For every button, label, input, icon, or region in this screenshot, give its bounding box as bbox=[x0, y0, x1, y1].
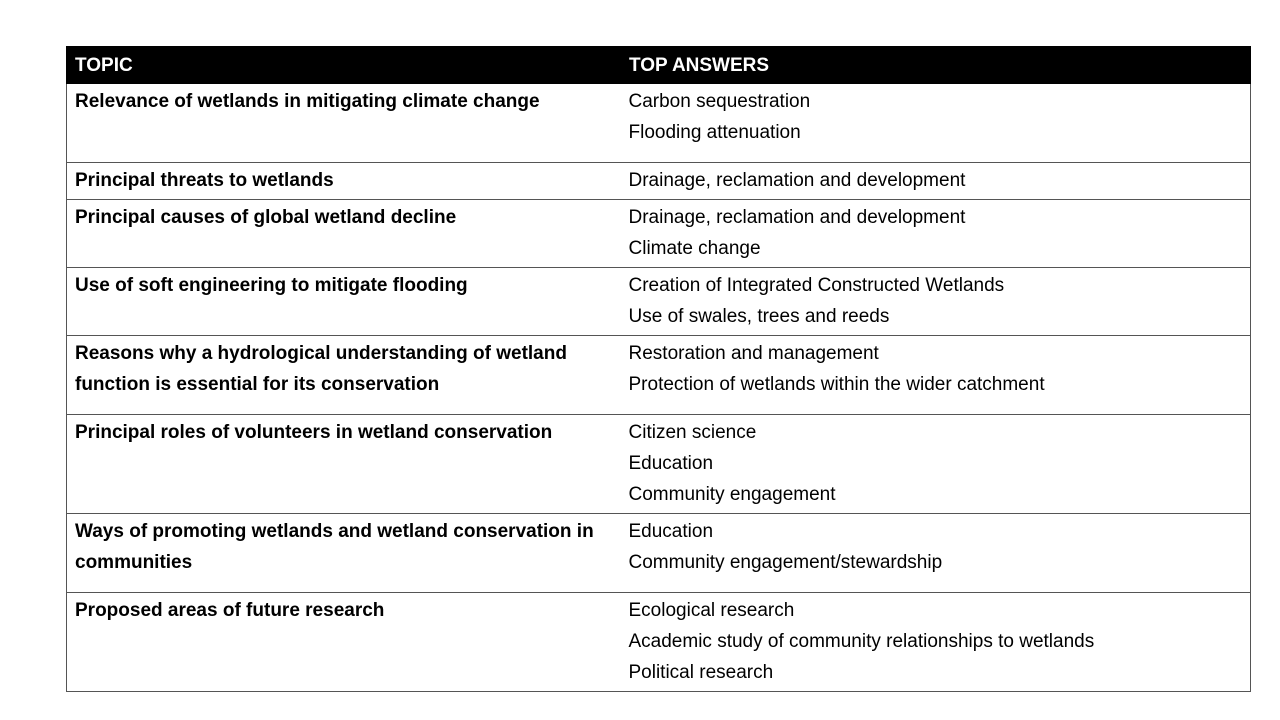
answers-cell bbox=[621, 593, 1251, 692]
summary-slide bbox=[66, 46, 1250, 692]
table-row bbox=[67, 84, 1251, 163]
answers-cell bbox=[621, 268, 1251, 336]
answer-item: Climate change bbox=[628, 238, 761, 259]
topic-cell: Reasons why a hydrological understanding of wetland function is essential for its conservation bbox=[67, 336, 621, 415]
header-row bbox=[67, 46, 1251, 84]
answer-item: Ecological research bbox=[628, 600, 795, 621]
answers-cell bbox=[621, 514, 1251, 593]
answer-item: Education bbox=[628, 453, 714, 474]
answers-cell bbox=[621, 415, 1251, 514]
table-row bbox=[67, 593, 1251, 692]
topic-cell: Ways of promoting wetlands and wetland conservation in communities bbox=[67, 514, 621, 593]
answer-item: Academic study of community relationships to wetlands bbox=[628, 631, 1095, 652]
answers-cell bbox=[621, 84, 1251, 163]
answers-cell bbox=[621, 200, 1251, 268]
topic-cell: Principal causes of global wetland decline bbox=[67, 200, 621, 268]
table-row bbox=[67, 163, 1251, 200]
header-topic: TOPIC bbox=[67, 46, 621, 84]
answers-cell bbox=[621, 163, 1251, 200]
answer-item: Community engagement/stewardship bbox=[628, 552, 943, 573]
header-top-answers: TOP ANSWERS bbox=[621, 46, 1251, 84]
answer-item: Political research bbox=[628, 662, 774, 683]
answer-item: Carbon sequestration bbox=[628, 91, 811, 112]
answers-cell bbox=[621, 336, 1251, 415]
table-row bbox=[67, 415, 1251, 514]
topic-cell: Principal threats to wetlands bbox=[67, 163, 621, 200]
answer-item: Flooding attenuation bbox=[628, 122, 801, 143]
answer-item: Education bbox=[628, 521, 714, 542]
topic-cell: Relevance of wetlands in mitigating climate change bbox=[67, 84, 621, 163]
answer-item: Drainage, reclamation and development bbox=[628, 170, 966, 191]
table-row bbox=[67, 200, 1251, 268]
table-row bbox=[67, 514, 1251, 593]
topics-table bbox=[66, 46, 1251, 692]
answer-item: Drainage, reclamation and development bbox=[628, 207, 966, 228]
answer-item: Restoration and management bbox=[628, 343, 879, 364]
answer-item: Protection of wetlands within the wider catchment bbox=[628, 374, 1045, 395]
answer-item: Creation of Integrated Constructed Wetlands bbox=[628, 275, 1005, 296]
table-row bbox=[67, 336, 1251, 415]
answer-item: Community engagement bbox=[628, 484, 836, 505]
topic-cell: Principal roles of volunteers in wetland conservation bbox=[67, 415, 621, 514]
topic-cell: Use of soft engineering to mitigate flooding bbox=[67, 268, 621, 336]
answer-item: Use of swales, trees and reeds bbox=[628, 306, 890, 327]
answer-item: Citizen science bbox=[628, 422, 757, 443]
topic-cell: Proposed areas of future research bbox=[67, 593, 621, 692]
table-row bbox=[67, 268, 1251, 336]
table-header bbox=[67, 46, 1251, 84]
table-body bbox=[67, 84, 1251, 692]
